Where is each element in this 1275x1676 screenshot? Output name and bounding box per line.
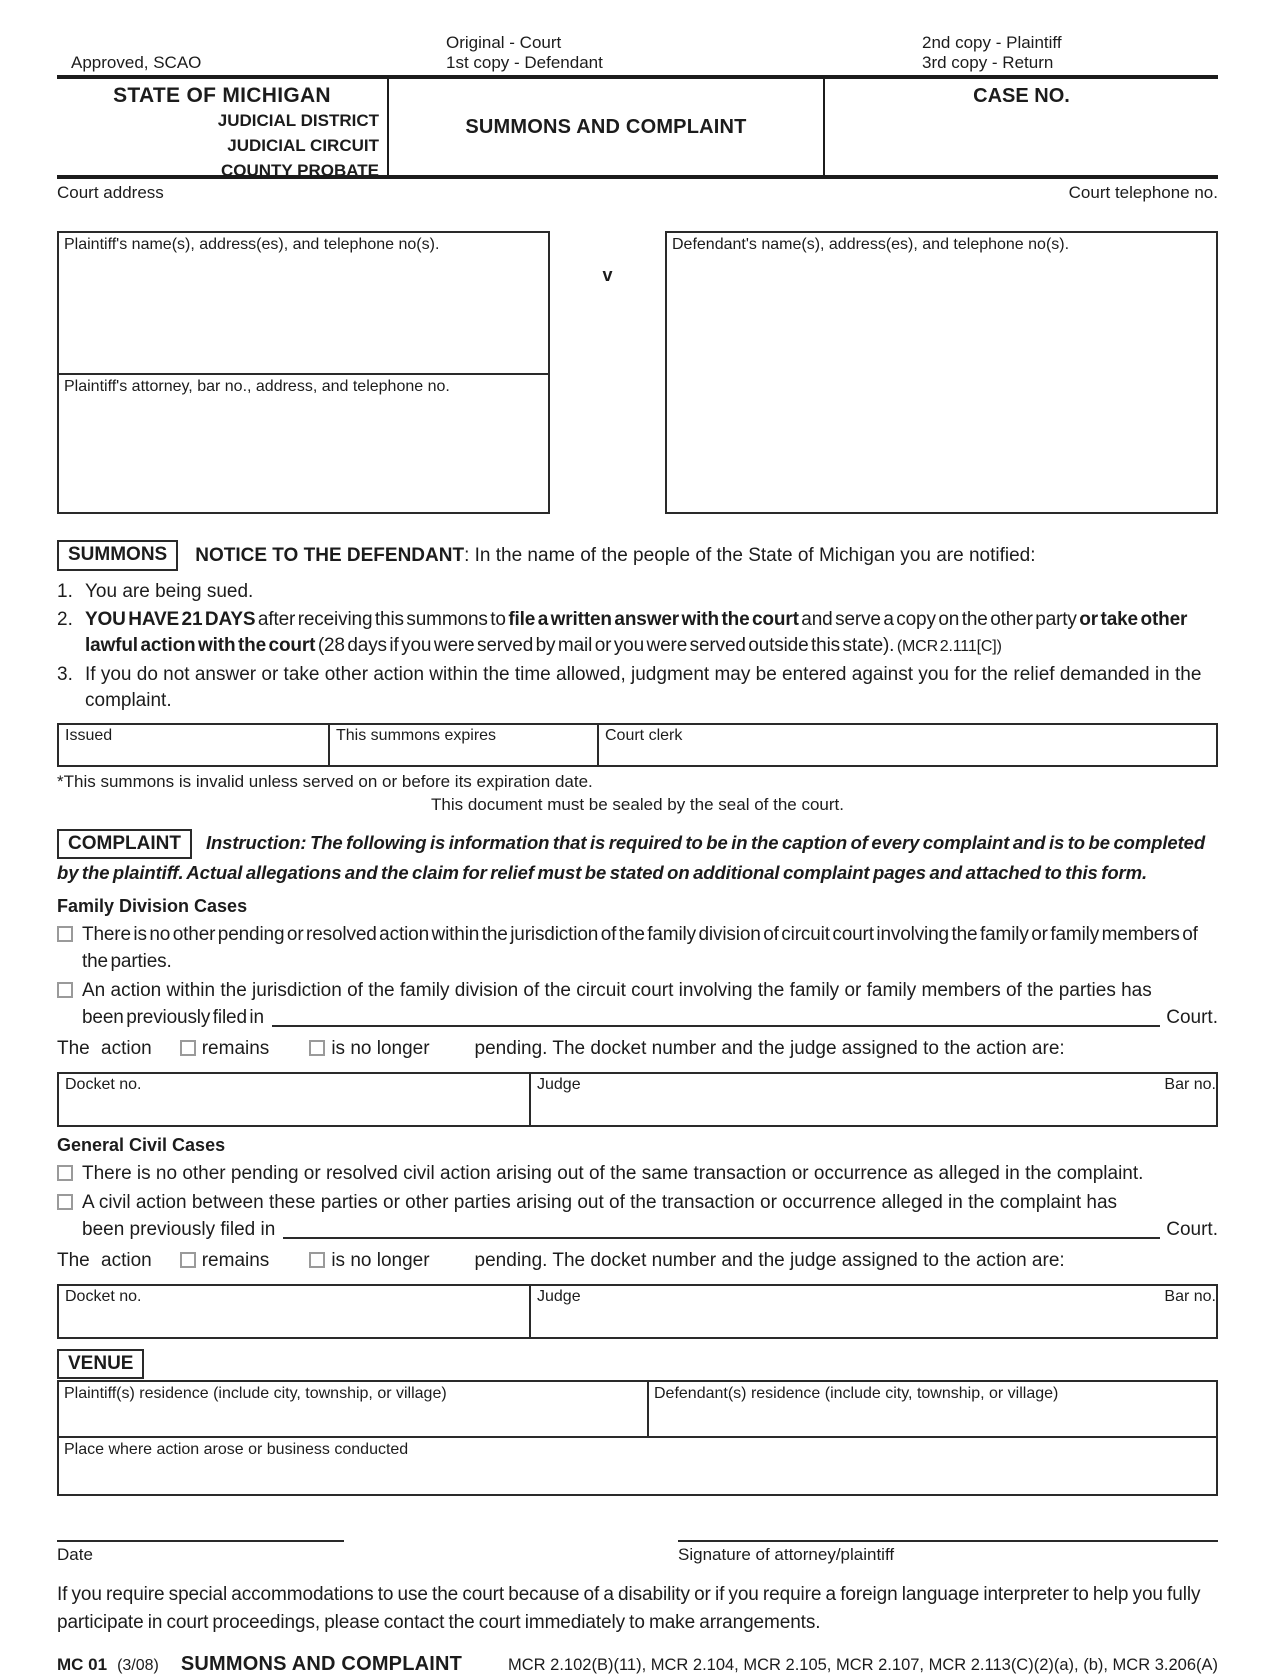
summons-item-1 bbox=[57, 579, 1218, 606]
form-footer bbox=[57, 1653, 1218, 1676]
defendant-name-box[interactable] bbox=[665, 231, 1218, 514]
item-2-number: 2. bbox=[57, 608, 73, 630]
venue-defendant-residence-label: Defendant(s) residence (include city, township, or village) bbox=[654, 1384, 1059, 1402]
notice-to-defendant bbox=[195, 545, 1035, 567]
complaint-section-head bbox=[57, 828, 1218, 888]
versus-label: v bbox=[602, 265, 613, 285]
family-action-status-row bbox=[57, 1035, 1218, 1062]
family-docket-no-field[interactable]: Docket no. bbox=[59, 1074, 531, 1125]
civil-prior-action-row bbox=[57, 1189, 1218, 1243]
state-of-michigan-label: STATE OF MICHIGAN bbox=[113, 84, 331, 107]
family-judge-label: Judge bbox=[537, 1075, 581, 1093]
civil-action-status-row bbox=[57, 1247, 1218, 1274]
venue-defendant-residence-field[interactable] bbox=[649, 1382, 1216, 1436]
family-docket-table bbox=[57, 1072, 1218, 1127]
date-label: Date bbox=[57, 1544, 93, 1564]
caption-court-column bbox=[57, 79, 387, 180]
distribution-row bbox=[57, 0, 1218, 73]
item-2-bold-written-answer: file a written answer with the court bbox=[508, 608, 799, 630]
form-title: SUMMONS AND COMPLAINT bbox=[465, 115, 747, 138]
mcr-citations: MCR 2.102(B)(11), MCR 2.104, MCR 2.105, MCR 2.107, MCR 2.113(C)(2)(a), (b), MCR 3.206(A) bbox=[508, 1655, 1218, 1674]
family-action-no-longer-checkbox[interactable] bbox=[309, 1040, 325, 1056]
date-field[interactable] bbox=[57, 1540, 344, 1565]
plaintiff-name-box[interactable] bbox=[57, 231, 550, 375]
item-2-text bbox=[85, 607, 1218, 661]
family-action-post: pending. The docket number and the judge assigned to the action are: bbox=[474, 1037, 1065, 1059]
item-3-text: If you do not answer or take other action within the time allowed, judgment may be entered against you for the relief demanded in the complaint. bbox=[85, 663, 1202, 711]
copy-list-right bbox=[742, 33, 1218, 73]
item-1-text: You are being sued. bbox=[85, 581, 254, 602]
copy-list-left bbox=[376, 33, 742, 73]
item-2-text-1: after receiving this summons to bbox=[255, 608, 509, 630]
notice-bold: NOTICE TO THE DEFENDANT bbox=[195, 544, 465, 566]
family-action-no-longer-label: is no longer bbox=[331, 1037, 430, 1059]
family-filed-in-post: Court. bbox=[1166, 1006, 1218, 1028]
summons-list bbox=[57, 579, 1218, 715]
summons-expires-field[interactable]: This summons expires bbox=[330, 725, 599, 765]
family-judge-field[interactable] bbox=[531, 1074, 1216, 1125]
family-division-heading: Family Division Cases bbox=[57, 895, 248, 916]
caption-table bbox=[57, 75, 1218, 179]
judicial-circuit-label: JUDICIAL CIRCUIT bbox=[227, 136, 379, 155]
civil-no-other-action-text: There is no other pending or resolved civil action arising out of the same transaction or occurrence as alleged in the complaint. bbox=[82, 1162, 1144, 1184]
copy-third-return: 3rd copy - Return bbox=[922, 53, 1054, 72]
item-2-bold-21-days: YOU HAVE 21 DAYS bbox=[85, 608, 256, 630]
family-prior-action-row bbox=[57, 977, 1218, 1031]
civil-judge-field[interactable] bbox=[531, 1286, 1216, 1337]
civil-filed-in-pre: been previously filed in bbox=[82, 1218, 276, 1240]
form-revision: (3/08) bbox=[117, 1656, 159, 1674]
item-2-text-3: (28 days if you were served by mail or you were served outside this state). bbox=[315, 635, 897, 656]
attorney-signature-field[interactable] bbox=[678, 1540, 1218, 1565]
civil-filed-in-post: Court. bbox=[1166, 1218, 1218, 1240]
venue-section-head bbox=[57, 1353, 1218, 1375]
civil-filed-in-row bbox=[82, 1216, 1218, 1243]
form-number: MC 01 bbox=[57, 1654, 108, 1674]
civil-action-pre: The action bbox=[57, 1249, 152, 1271]
civil-no-other-action-row bbox=[57, 1160, 1218, 1187]
complaint-instruction: Instruction: The following is information that is required to be in the caption of every complaint and is to be completed by the plaintiff. Actual allegations and the claim for relief must be stated on additional complaint pages and attached to this form. bbox=[57, 831, 1206, 883]
family-prior-action-line1: An action within the jurisdiction of the family division of the circuit court involving the family or family members of the parties has bbox=[82, 979, 1152, 1001]
parties-section bbox=[57, 231, 1218, 514]
form-title-cell bbox=[387, 79, 825, 175]
venue-place-label: Place where action arose or business conducted bbox=[64, 1440, 409, 1458]
family-prior-action-checkbox[interactable] bbox=[57, 982, 73, 998]
civil-docket-table bbox=[57, 1284, 1218, 1339]
case-no-field[interactable] bbox=[825, 79, 1218, 175]
civil-prior-action-checkbox[interactable] bbox=[57, 1194, 73, 1210]
item-2-mcr-citation: (MCR 2.111[C]) bbox=[896, 638, 1002, 655]
venue-residence-row bbox=[57, 1380, 1218, 1438]
venue-place-field[interactable] bbox=[57, 1438, 1218, 1496]
civil-action-remains-checkbox[interactable] bbox=[180, 1252, 196, 1268]
item-2-text-2: and serve a copy on the other party bbox=[798, 608, 1080, 630]
civil-bar-no-label: Bar no. bbox=[1164, 1287, 1216, 1305]
venue-table bbox=[57, 1380, 1218, 1496]
item-1-number: 1. bbox=[57, 581, 73, 602]
venue-plaintiff-residence-field[interactable] bbox=[59, 1382, 649, 1436]
court-contact-row bbox=[57, 179, 1218, 219]
accommodations-notice: If you require special accommodations to use the court because of a disability or if you require a foreign language interpreter to help you fully participate in court proceedings, please contact the court immediately to make arrangements. bbox=[57, 1583, 1201, 1633]
plaintiff-column bbox=[57, 231, 550, 514]
family-filed-in-row bbox=[82, 1004, 1218, 1031]
family-bar-no-label: Bar no. bbox=[1164, 1075, 1216, 1093]
defendant-name-label: Defendant's name(s), address(es), and telephone no(s). bbox=[672, 236, 1070, 253]
general-civil-heading: General Civil Cases bbox=[57, 1134, 226, 1155]
civil-judge-label: Judge bbox=[537, 1287, 581, 1305]
issued-table bbox=[57, 723, 1218, 767]
family-action-remains-label: remains bbox=[201, 1037, 270, 1059]
family-action-pre: The action bbox=[57, 1037, 152, 1059]
plaintiff-attorney-box[interactable] bbox=[57, 373, 550, 514]
family-prior-action-text bbox=[82, 977, 1218, 1031]
family-action-remains-checkbox[interactable] bbox=[180, 1040, 196, 1056]
summons-box-label: SUMMONS bbox=[57, 540, 178, 571]
case-no-label: CASE NO. bbox=[973, 85, 1070, 107]
copy-original-court: Original - Court bbox=[445, 33, 562, 52]
expiration-note: *This summons is invalid unless served on or before its expiration date. bbox=[57, 771, 593, 791]
signature-row bbox=[57, 1540, 1218, 1565]
attorney-signature-label: Signature of attorney/plaintiff bbox=[678, 1544, 895, 1564]
civil-filed-in-court-blank[interactable] bbox=[283, 1217, 1160, 1239]
issued-field[interactable]: Issued bbox=[59, 725, 330, 765]
complaint-box-label: COMPLAINT bbox=[57, 829, 192, 859]
civil-prior-action-text bbox=[82, 1189, 1218, 1243]
county-probate-label: COUNTY PROBATE bbox=[220, 161, 379, 180]
seal-note: This document must be sealed by the seal of the court. bbox=[431, 794, 844, 814]
family-no-other-action-row bbox=[57, 921, 1218, 975]
civil-action-no-longer-label: is no longer bbox=[331, 1249, 430, 1271]
approved-scao-label: Approved, SCAO bbox=[71, 53, 202, 72]
venue-box-label: VENUE bbox=[57, 1349, 144, 1379]
plaintiff-attorney-label: Plaintiff's attorney, bar no., address, and telephone no. bbox=[64, 378, 450, 395]
family-no-other-action-text: There is no other pending or resolved action within the jurisdiction of the family division of circuit court involving the family or family members of the parties. bbox=[82, 923, 1198, 972]
plaintiff-name-label: Plaintiff's name(s), address(es), and telephone no(s). bbox=[64, 236, 440, 253]
civil-action-remains-label: remains bbox=[201, 1249, 270, 1271]
copy-first-defendant: 1st copy - Defendant bbox=[445, 53, 603, 72]
family-filed-in-pre: been previously filed in bbox=[82, 1006, 264, 1028]
item-2-bold-lawful-action: or take other lawful action with the court bbox=[85, 608, 1188, 656]
court-clerk-field[interactable]: Court clerk bbox=[605, 726, 683, 744]
footer-form-title: SUMMONS AND COMPLAINT bbox=[180, 1652, 463, 1675]
copy-second-plaintiff: 2nd copy - Plaintiff bbox=[922, 33, 1062, 52]
court-telephone-field[interactable]: Court telephone no. bbox=[1068, 183, 1218, 202]
notice-rest: : In the name of the people of the State of Michigan you are notified: bbox=[464, 544, 1036, 566]
civil-no-other-action-checkbox[interactable] bbox=[57, 1165, 73, 1181]
judicial-district-label: JUDICIAL DISTRICT bbox=[217, 111, 379, 130]
summons-item-2 bbox=[57, 607, 1218, 661]
summons-item-3 bbox=[57, 662, 1218, 715]
civil-action-post: pending. The docket number and the judge assigned to the action are: bbox=[474, 1249, 1065, 1271]
court-address-field[interactable]: Court address bbox=[57, 183, 164, 202]
civil-action-no-longer-checkbox[interactable] bbox=[309, 1252, 325, 1268]
family-filed-in-court-blank[interactable] bbox=[272, 1005, 1160, 1027]
civil-docket-no-field[interactable]: Docket no. bbox=[59, 1286, 531, 1337]
family-no-other-action-checkbox[interactable] bbox=[57, 926, 73, 942]
summons-section-head bbox=[57, 540, 1218, 571]
item-3-number: 3. bbox=[57, 663, 73, 685]
civil-prior-action-line1: A civil action between these parties or other parties arising out of the transaction or occurrence alleged in the complaint has bbox=[82, 1191, 1118, 1213]
venue-plaintiff-residence-label: Plaintiff(s) residence (include city, township, or village) bbox=[64, 1384, 447, 1402]
